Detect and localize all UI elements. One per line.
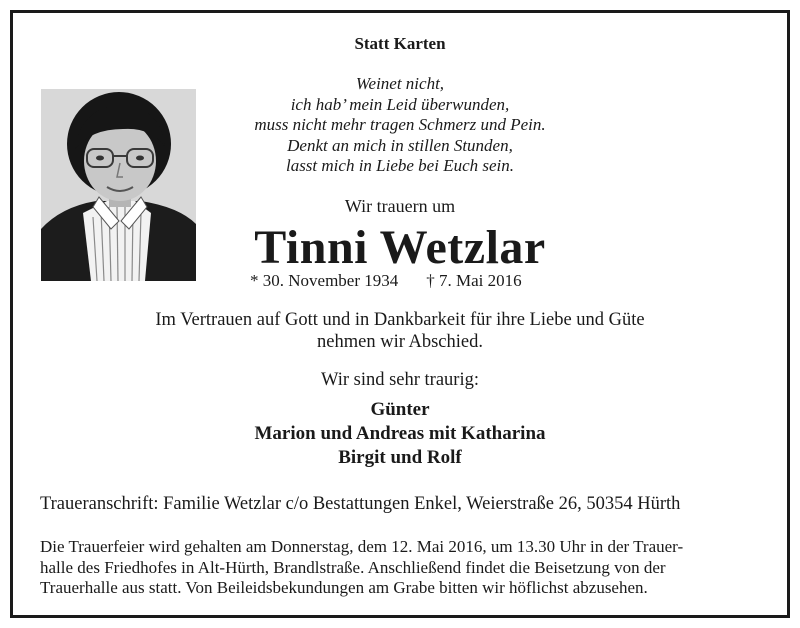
life-dates <box>250 271 522 291</box>
deceased-name: Tinni Wetzlar <box>254 221 546 274</box>
ceremony-line: Trauerhalle aus statt. Von Beileidsbekundungen am Grabe bitten wir höflichst abzusehen. <box>40 578 648 597</box>
poem-line: Weinet nicht, <box>355 74 445 93</box>
ceremony-line: Die Trauerfeier wird gehalten am Donnerstag, dem 12. Mai 2016, um 13.30 Uhr in der Trauer- <box>40 537 684 556</box>
portrait-photo <box>41 89 196 281</box>
poem-line: lasst mich in Liebe bei Euch sein. <box>285 156 515 175</box>
sad-line: Wir sind sehr traurig: <box>320 370 479 390</box>
death-date: † 7. Mai 2016 <box>426 271 522 290</box>
poem-line: muss nicht mehr tragen Schmerz und Pein. <box>254 115 546 134</box>
mourning-address: Traueranschrift: Familie Wetzlar c/o Bestattungen Enkel, Weierstraße 26, 50354 Hürth <box>40 494 681 514</box>
family-line: Birgit und Rolf <box>338 447 462 468</box>
family-names <box>150 398 650 470</box>
family-line: Marion und Andreas mit Katharina <box>254 423 546 444</box>
notice-heading: Statt Karten <box>354 34 446 53</box>
poem-line: Denkt an mich in stillen Stunden, <box>287 135 513 155</box>
poem-line: ich hab’ mein Leid überwunden, <box>290 94 510 114</box>
farewell-text <box>80 309 720 353</box>
farewell-line: Im Vertrauen auf Gott und in Dankbarkeit für ihre Liebe und Güte <box>155 310 645 330</box>
poem <box>200 74 600 177</box>
ceremony-line: halle des Friedhofes in Alt-Hürth, Brandlstraße. Anschließend findet die Beisetzung von der <box>40 557 666 577</box>
mourning-line: Wir trauern um <box>344 196 456 216</box>
farewell-line: nehmen wir Abschied. <box>317 332 483 352</box>
family-line: Günter <box>370 399 430 420</box>
ceremony-text <box>40 537 765 599</box>
birth-date: * 30. November 1934 <box>250 271 399 290</box>
